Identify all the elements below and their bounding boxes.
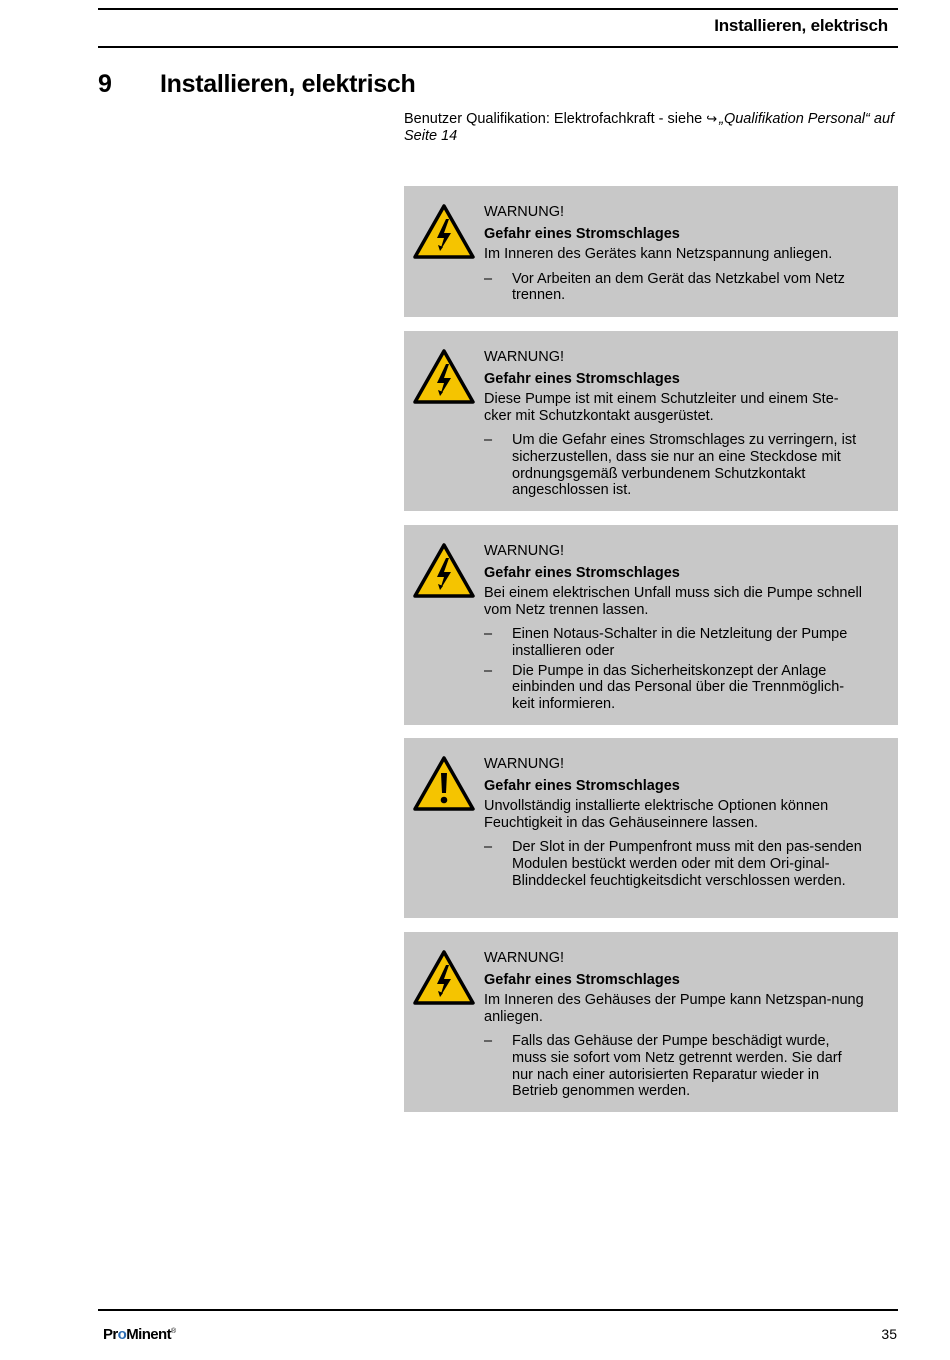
warning-text	[484, 204, 864, 307]
warning-description: Diese Pumpe ist mit einem Schutzleiter und einem Ste-cker mit Schutzkontakt ausgerüstet.	[484, 391, 839, 424]
header-rule-top	[98, 8, 898, 10]
electric-shock-warning-icon	[413, 543, 475, 599]
warning-measures	[484, 839, 864, 889]
warning-hazard-title: Gefahr eines Stromschlages	[484, 370, 680, 387]
qualification-text: Benutzer Qualifikation: Elektrofachkraft - siehe	[404, 111, 707, 127]
warning-description: Im Inneren des Gerätes kann Netzspannung anliegen.	[484, 246, 833, 263]
chapter-number: 9	[98, 70, 112, 98]
cross-reference-icon: ↪	[706, 111, 718, 126]
warning-signal-word: WARNUNG!	[484, 543, 565, 559]
warning-box	[404, 738, 898, 918]
warning-measure-item: – Einen Notaus-Schalter in die Netzleitung der Pumpe installieren oder	[484, 626, 864, 659]
electric-shock-warning-icon	[413, 950, 475, 1006]
warning-text	[484, 543, 864, 715]
warning-measure-item: – Der Slot in der Pumpenfront muss mit den pas-senden Modulen bestückt werden oder mit dem Ori-ginal-Blinddeckel feuchtigkeitsdicht verschlossen werden.	[484, 839, 864, 889]
warning-hazard-title: Gefahr eines Stromschlages	[484, 971, 680, 988]
electric-shock-warning-icon	[413, 349, 475, 405]
warning-measure-item: – Vor Arbeiten an dem Gerät das Netzkabel vom Netz trennen.	[484, 271, 864, 304]
warning-measure-item: – Um die Gefahr eines Stromschlages zu verringern, ist sicherzustellen, dass sie nur an eine Steckdose mit ordnungsgemäß verbundenem Schutzkontakt angeschlossen ist.	[484, 432, 864, 498]
warning-description: Unvollständig installierte elektrische Optionen können Feuchtigkeit in das Gehäuseinnere lassen.	[484, 798, 829, 831]
warning-text	[484, 756, 864, 892]
warning-measures	[484, 271, 864, 304]
general-warning-icon	[413, 756, 475, 812]
warning-hazard-title: Gefahr eines Stromschlages	[484, 777, 680, 794]
header-rule-bottom	[98, 46, 898, 48]
electric-shock-warning-icon	[413, 204, 475, 260]
warning-signal-word: WARNUNG!	[484, 950, 565, 966]
warning-hazard-title: Gefahr eines Stromschlages	[484, 225, 680, 242]
warning-text	[484, 349, 864, 502]
warning-measure-item: – Falls das Gehäuse der Pumpe beschädigt wurde, muss sie sofort vom Netz getrennt werden. Sie darf nur nach einer autorisierten Reparatur wieder in Betrieb genommen werden.	[484, 1033, 864, 1099]
warning-measure-item: – Die Pumpe in das Sicherheitskonzept der Anlage einbinden und das Personal über die Trennmöglich-keit informieren.	[484, 663, 864, 713]
warning-box	[404, 186, 898, 317]
chapter-title: Installieren, elektrisch	[160, 70, 416, 98]
page-number: 35	[881, 1326, 897, 1342]
warning-description: Im Inneren des Gehäuses der Pumpe kann Netzspan-nung anliegen.	[484, 992, 864, 1025]
footer-rule	[98, 1309, 898, 1311]
warning-signal-word: WARNUNG!	[484, 349, 565, 365]
user-qualification-note	[404, 110, 898, 145]
warning-description: Bei einem elektrischen Unfall muss sich die Pumpe schnell vom Netz trennen lassen.	[484, 585, 862, 618]
qualification-reference-link[interactable]: „Qualifikation Personal“ auf Seite 14	[404, 111, 895, 144]
warning-text	[484, 950, 864, 1103]
warning-signal-word: WARNUNG!	[484, 756, 565, 772]
warning-measures	[484, 1033, 864, 1099]
warning-measures	[484, 432, 864, 498]
warning-signal-word: WARNUNG!	[484, 204, 565, 220]
warning-box	[404, 525, 898, 725]
warning-hazard-title: Gefahr eines Stromschlages	[484, 564, 680, 581]
warning-box	[404, 331, 898, 511]
prominent-logo: ProMinent®	[103, 1326, 176, 1343]
warning-measures	[484, 626, 864, 712]
warning-box	[404, 932, 898, 1112]
running-title: Installieren, elektrisch	[714, 16, 888, 35]
